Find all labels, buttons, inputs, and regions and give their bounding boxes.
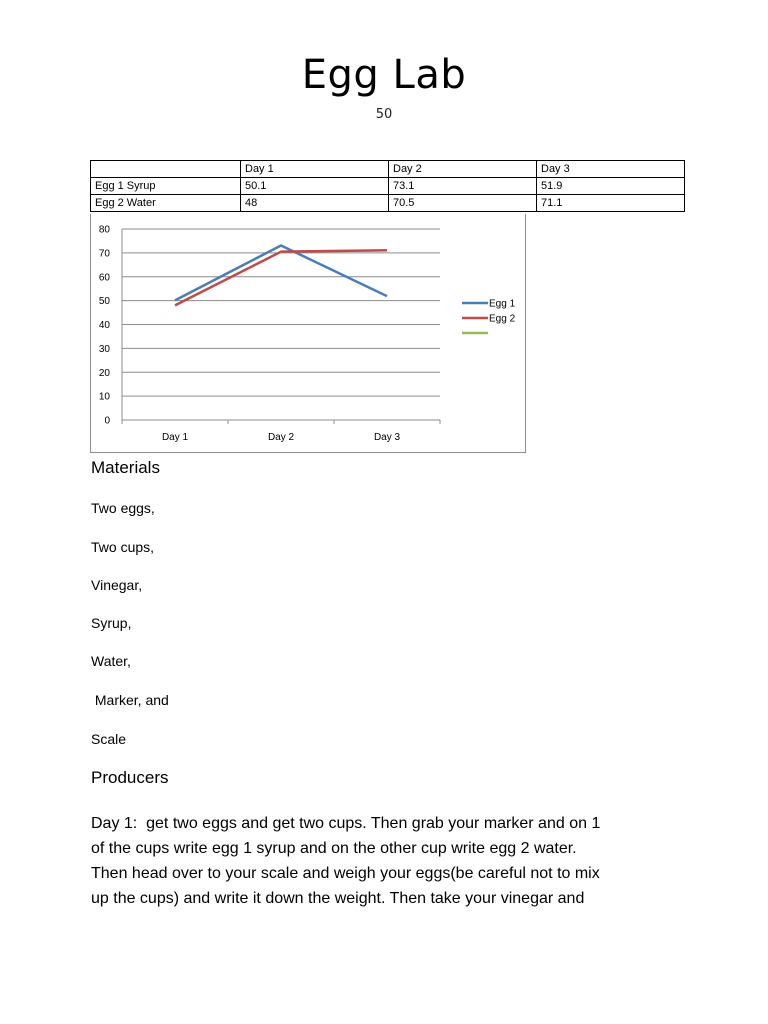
- table-header-cell: Day 1: [241, 161, 389, 178]
- table-row: [91, 178, 685, 195]
- y-tick-label: 60: [98, 272, 110, 284]
- paragraph-line: of the cups write egg 1 syrup and on the other cup write egg 2 water.: [91, 840, 577, 857]
- y-tick-label: 20: [98, 367, 110, 379]
- materials-item: Two cups,: [91, 539, 155, 555]
- page-title: Egg Lab: [301, 52, 467, 98]
- table-cell: 73.1: [389, 178, 537, 195]
- table-cell: 70.5: [389, 195, 537, 212]
- table-cell: 51.9: [537, 178, 685, 195]
- materials-item: Syrup,: [91, 615, 132, 631]
- table-row: [91, 195, 685, 212]
- legend-label: Egg 2: [489, 313, 516, 325]
- legend-label: Egg 1: [489, 298, 516, 310]
- line-chart: [90, 214, 526, 453]
- materials-item: Marker, and: [91, 692, 169, 708]
- materials-item: Vinegar,: [91, 577, 143, 593]
- table-cell: 48: [241, 195, 389, 212]
- x-tick-label: Day 1: [161, 432, 189, 443]
- procedures-heading: Producers: [91, 768, 169, 787]
- y-tick-label: 80: [98, 224, 110, 236]
- table-cell: 50.1: [241, 178, 389, 195]
- materials-heading: Materials: [91, 458, 160, 477]
- table-header-row: [91, 161, 685, 178]
- y-tick-label: 70: [98, 248, 110, 260]
- series-line: [175, 245, 387, 300]
- y-tick-label: 0: [104, 415, 110, 427]
- table-header-cell: Day 2: [389, 161, 537, 178]
- x-tick-label: Day 2: [267, 432, 295, 443]
- y-tick-label: 10: [98, 391, 110, 403]
- data-table: [90, 160, 685, 212]
- y-tick-label: 30: [98, 343, 110, 355]
- materials-item: Scale: [91, 731, 127, 747]
- materials-item: Two eggs,: [91, 500, 155, 516]
- page-subtitle: 50: [375, 107, 393, 122]
- series-line: [175, 250, 387, 305]
- table-cell: 71.1: [537, 195, 685, 212]
- table-cell: Egg 1 Syrup: [91, 178, 241, 195]
- table-cell: Egg 2 Water: [91, 195, 241, 212]
- paragraph-line: up the cups) and write it down the weight. Then take your vinegar and: [91, 890, 585, 907]
- paragraph-line: Day 1: get two eggs and get two cups. Then grab your marker and on 1: [91, 815, 601, 832]
- table-header-cell: Day 3: [537, 161, 685, 178]
- procedures-paragraph: [91, 811, 701, 911]
- paragraph-line: Then head over to your scale and weigh your eggs(be careful not to mix: [91, 865, 600, 882]
- y-tick-label: 40: [98, 320, 110, 331]
- y-tick-label: 50: [98, 296, 110, 308]
- x-tick-label: Day 3: [373, 432, 401, 443]
- materials-item: Water,: [91, 653, 131, 669]
- table-header-cell: [91, 161, 241, 178]
